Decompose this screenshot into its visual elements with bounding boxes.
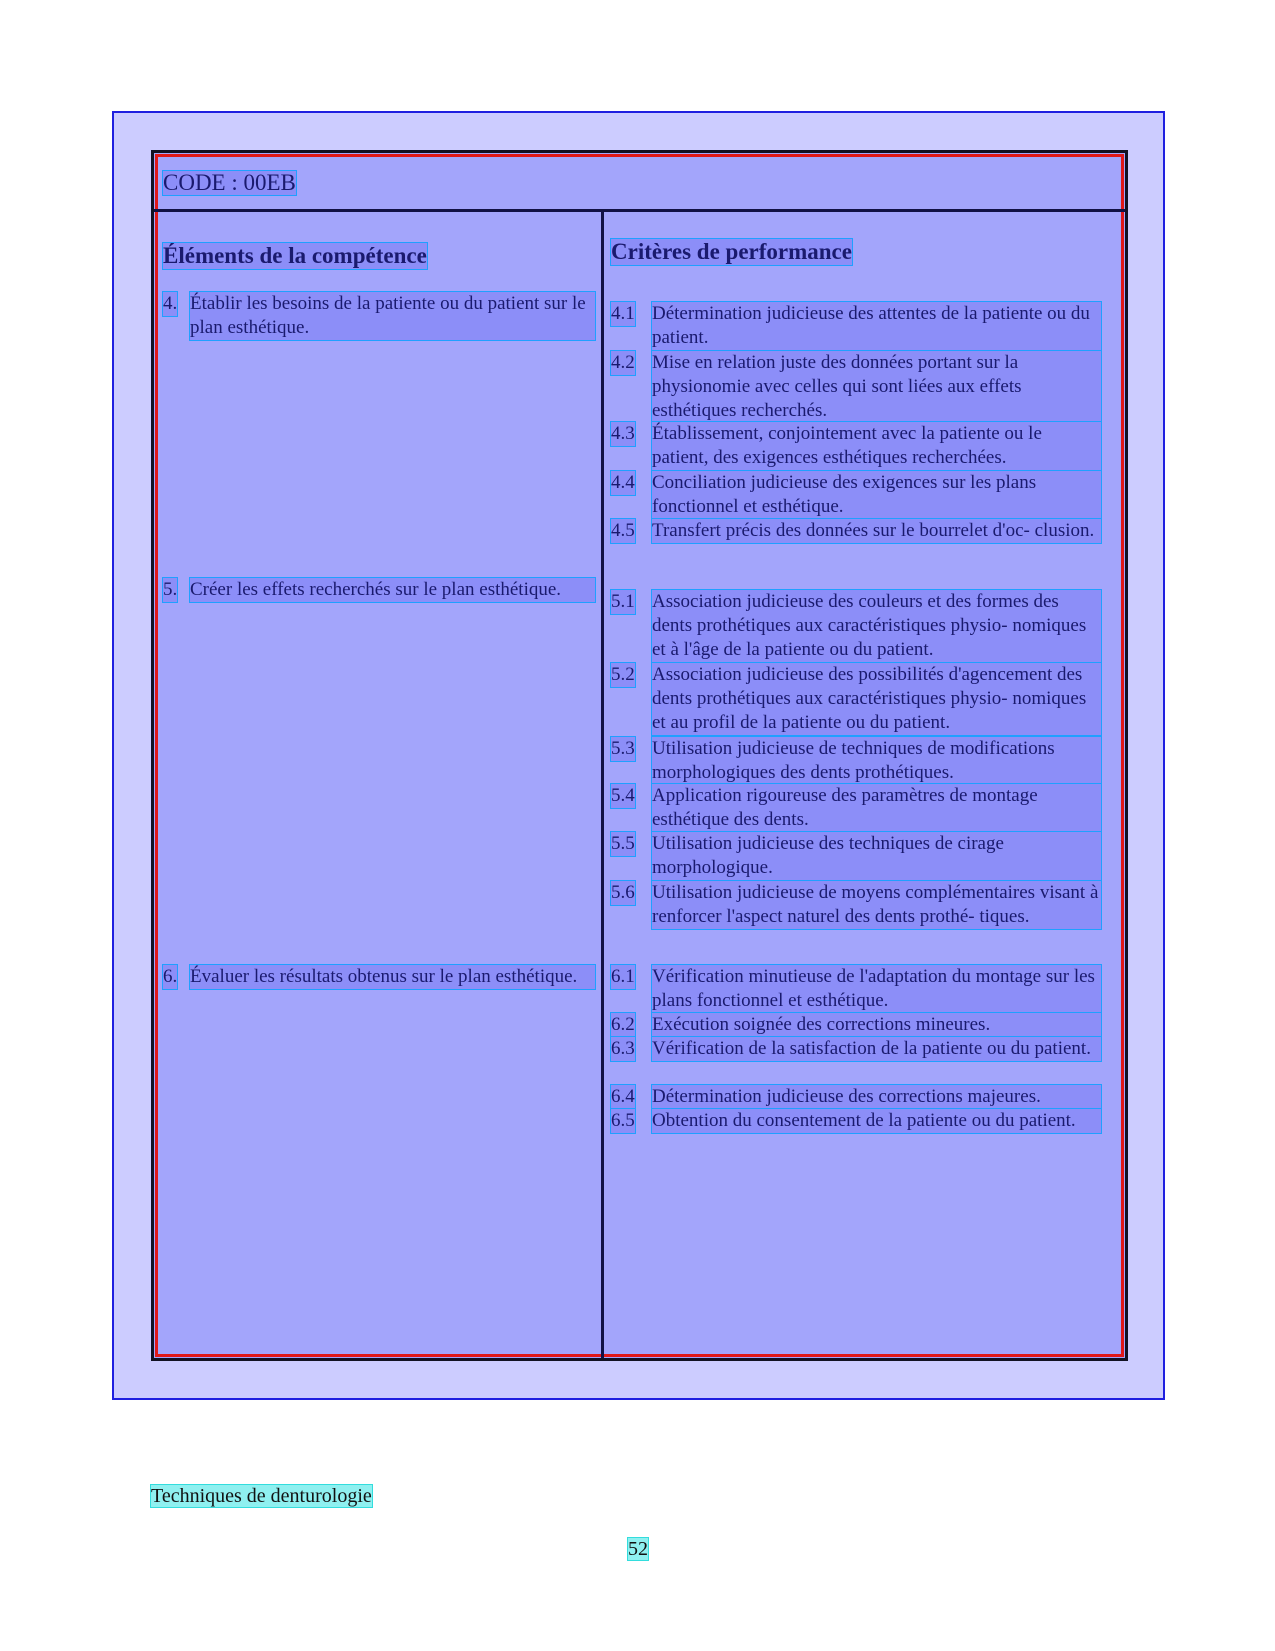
element-number: 5. [163, 579, 178, 600]
criterion-text: Détermination judicieuse des attentes de la patiente ou du patient. [652, 302, 1101, 350]
element-text: Établir les besoins de la patiente ou du patient sur le plan esthétique. [190, 292, 595, 340]
criterion-number: 5.5 [611, 833, 635, 854]
page-number: 52 [628, 1538, 648, 1560]
criterion-text: Vérification de la satisfaction de la patiente ou du patient. [652, 1037, 1101, 1061]
criterion-text: Obtention du consentement de la patiente ou du patient. [652, 1109, 1101, 1133]
criterion-number: 6.5 [611, 1110, 635, 1131]
criterion-text: Conciliation judicieuse des exigences sur les plans fonctionnel et esthétique. [652, 471, 1101, 519]
criterion-text: Détermination judicieuse des corrections majeures. [652, 1085, 1101, 1109]
competency-table [151, 150, 1128, 1361]
column-divider [601, 209, 604, 1358]
criterion-text: Établissement, conjointement avec la patiente ou le patient, des exigences esthétiques recherchées. [652, 422, 1101, 470]
criterion-text: Exécution soignée des corrections mineures. [652, 1013, 1101, 1037]
criterion-text: Association judicieuse des couleurs et des formes des dents prothétiques aux caractéristiques physio- nomiques et à l'âge de la patiente ou du patient. [652, 590, 1101, 662]
code-row [154, 153, 1125, 212]
elements-heading: Éléments de la compétence [163, 243, 427, 268]
criteria-heading: Critères de performance [611, 239, 852, 264]
criterion-number: 6.4 [611, 1086, 635, 1107]
criterion-number: 5.1 [611, 591, 635, 612]
element-number: 6. [163, 966, 178, 987]
criterion-number: 4.3 [611, 423, 635, 444]
criterion-number: 5.6 [611, 882, 635, 903]
criterion-number: 5.3 [611, 738, 635, 759]
criterion-number: 4.1 [611, 303, 635, 324]
competency-code: CODE : 00EB [163, 170, 296, 195]
criterion-number: 4.5 [611, 520, 635, 541]
criterion-text: Application rigoureuse des paramètres de montage esthétique des dents. [652, 784, 1101, 832]
element-text: Évaluer les résultats obtenus sur le plan esthétique. [190, 965, 595, 989]
criterion-text: Utilisation judicieuse de moyens complémentaires visant à renforcer l'aspect naturel des dents prothé- tiques. [652, 881, 1101, 929]
criterion-text: Utilisation judicieuse de techniques de modifications morphologiques des dents prothétiques. [652, 737, 1101, 785]
element-text: Créer les effets recherchés sur le plan esthétique. [190, 578, 595, 602]
criterion-number: 5.4 [611, 785, 635, 806]
criterion-text: Mise en relation juste des données portant sur la physionomie avec celles qui sont liées aux effets esthétiques recherchés. [652, 351, 1101, 423]
criterion-text: Association judicieuse des possibilités d'agencement des dents prothétiques aux caractéristiques physio- nomiques et au profil de la patiente ou du patient. [652, 663, 1101, 735]
criterion-number: 6.1 [611, 966, 635, 987]
criterion-text: Transfert précis des données sur le bourrelet d'oc- clusion. [652, 519, 1101, 543]
criterion-number: 6.3 [611, 1038, 635, 1059]
criterion-number: 6.2 [611, 1014, 635, 1035]
element-number: 4. [163, 293, 178, 314]
criterion-text: Utilisation judicieuse des techniques de cirage morphologique. [652, 832, 1101, 880]
footer-program-title: Techniques de denturologie [151, 1485, 372, 1507]
criterion-number: 4.4 [611, 472, 635, 493]
criterion-number: 5.2 [611, 664, 635, 685]
criterion-text: Vérification minutieuse de l'adaptation du montage sur les plans fonctionnel et esthétique. [652, 965, 1101, 1013]
criterion-number: 4.2 [611, 352, 635, 373]
